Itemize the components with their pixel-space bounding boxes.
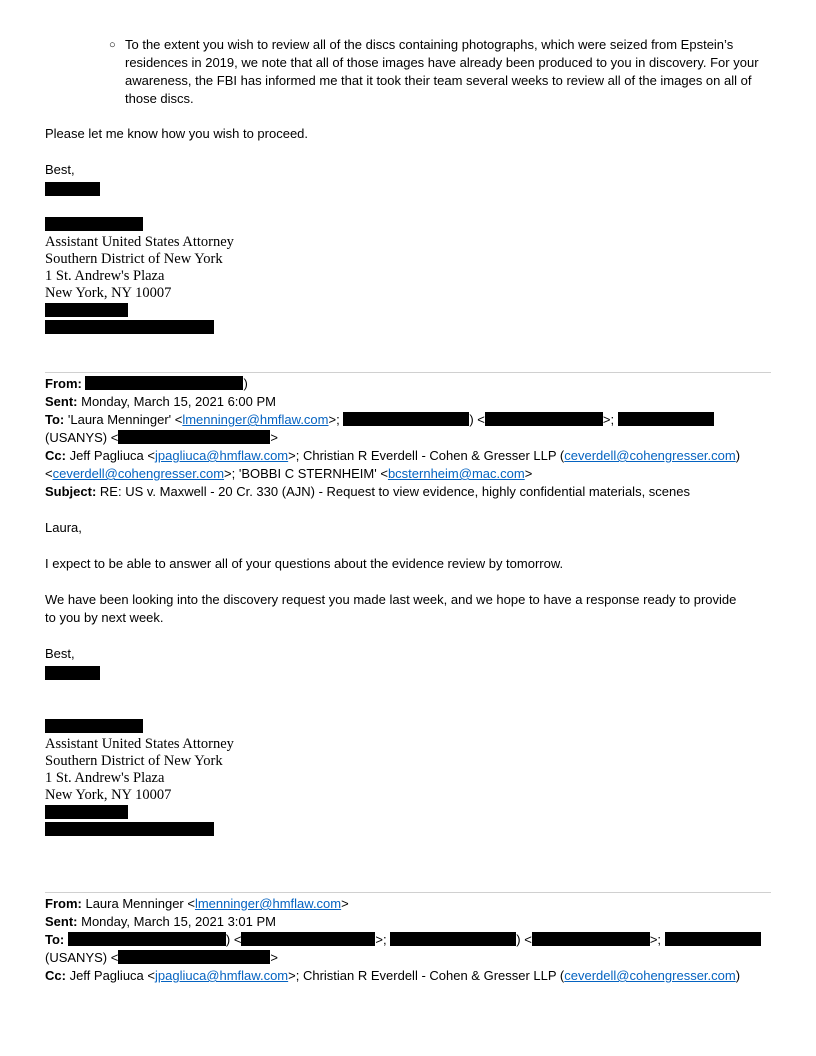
- redacted-block: [390, 932, 516, 946]
- signature-city: New York, NY 10007: [45, 285, 172, 301]
- email-header-to-cont: (USANYS) < >: [45, 950, 278, 965]
- signature-title: Assistant United States Attorney: [45, 234, 234, 250]
- signature-office: Southern District of New York: [45, 251, 223, 267]
- email-header-to: To: 'Laura Menninger' <lmenninger@hmflaw.com>; ) < >;: [45, 411, 714, 429]
- email-header-cc: Cc: Jeff Pagliuca <jpagliuca@hmflaw.com>; Christian R Everdell - Cohen & Gresser LLP (ceverdell@cohengresser.com): [45, 448, 741, 463]
- sign-off: Best,: [45, 646, 75, 661]
- email-header-sent: Sent: Monday, March 15, 2021 6:00 PM: [45, 394, 276, 409]
- redacted-block: [532, 932, 650, 946]
- redacted-block: [45, 822, 214, 836]
- signature-street: 1 St. Andrew's Plaza: [45, 770, 165, 786]
- redacted-block: [85, 376, 243, 390]
- redacted-block: [485, 412, 603, 426]
- greeting: Laura,: [45, 520, 82, 535]
- email-link[interactable]: jpagliuca@hmflaw.com: [154, 448, 289, 463]
- email-link[interactable]: bcsternheim@mac.com: [387, 466, 525, 481]
- email-link[interactable]: jpagliuca@hmflaw.com: [154, 968, 289, 983]
- email-header-subject: Subject: RE: US v. Maxwell - 20 Cr. 330 (AJN) - Request to view evidence, highly confidential materials, scenes: [45, 484, 690, 499]
- email-header-to-cont: (USANYS) < >: [45, 430, 278, 445]
- email-link[interactable]: ceverdell@cohengresser.com: [564, 448, 736, 463]
- redacted-block: [118, 950, 270, 964]
- email-divider: [45, 372, 771, 373]
- body-paragraph-cont: to you by next week.: [45, 610, 164, 625]
- redacted-block: [45, 719, 143, 733]
- signature-office: Southern District of New York: [45, 753, 223, 769]
- email-header-sent: Sent: Monday, March 15, 2021 3:01 PM: [45, 914, 276, 929]
- signature-street: 1 St. Andrew's Plaza: [45, 268, 165, 284]
- body-paragraph: We have been looking into the discovery request you made last week, and we hope to have a response ready to provide: [45, 592, 737, 607]
- email-header-cc-cont: <ceverdell@cohengresser.com>; 'BOBBI C STERNHEIM' <bcsternheim@mac.com>: [45, 466, 533, 481]
- redacted-block: [618, 412, 714, 426]
- redacted-block: [241, 932, 375, 946]
- bullet-circle-icon: ○: [109, 39, 116, 51]
- redacted-block: [118, 430, 270, 444]
- closing-request: Please let me know how you wish to proceed.: [45, 126, 309, 141]
- email-header-from: From: ): [45, 376, 248, 391]
- email-header-from: From: Laura Menninger <lmenninger@hmflaw.com>: [45, 896, 349, 911]
- email-link[interactable]: ceverdell@cohengresser.com: [52, 466, 225, 481]
- redacted-block: [45, 303, 128, 317]
- signature-city: New York, NY 10007: [45, 787, 172, 803]
- redacted-block: [343, 412, 469, 426]
- body-paragraph: I expect to be able to answer all of your questions about the evidence review by tomorrow.: [45, 556, 564, 571]
- email-link[interactable]: lmenninger@hmflaw.com: [182, 412, 329, 427]
- signature-title: Assistant United States Attorney: [45, 736, 234, 752]
- bullet-item: [109, 36, 773, 108]
- redacted-block: [665, 932, 761, 946]
- redacted-block: [45, 182, 100, 196]
- bullet-text: To the extent you wish to review all of the discs containing photographs, which were seized from Epstein’s residences in 2019, we note that all of those images have already been produced to you in discovery. For your awareness, the FBI has informed me that it took their team several weeks to review all of the images on all of those discs.: [125, 37, 759, 106]
- email-link[interactable]: ceverdell@cohengresser.com: [564, 968, 736, 983]
- redacted-block: [68, 932, 226, 946]
- sign-off: Best,: [45, 162, 75, 177]
- email-link[interactable]: lmenninger@hmflaw.com: [194, 896, 342, 911]
- email-header-to: To: ) < >; ) < >;: [45, 931, 761, 949]
- redacted-block: [45, 217, 143, 231]
- email-header-cc: Cc: Jeff Pagliuca <jpagliuca@hmflaw.com>; Christian R Everdell - Cohen & Gresser LLP (ceverdell@cohengresser.com): [45, 968, 741, 983]
- email-divider: [45, 892, 771, 893]
- redacted-block: [45, 805, 128, 819]
- redacted-block: [45, 320, 214, 334]
- redacted-block: [45, 666, 100, 680]
